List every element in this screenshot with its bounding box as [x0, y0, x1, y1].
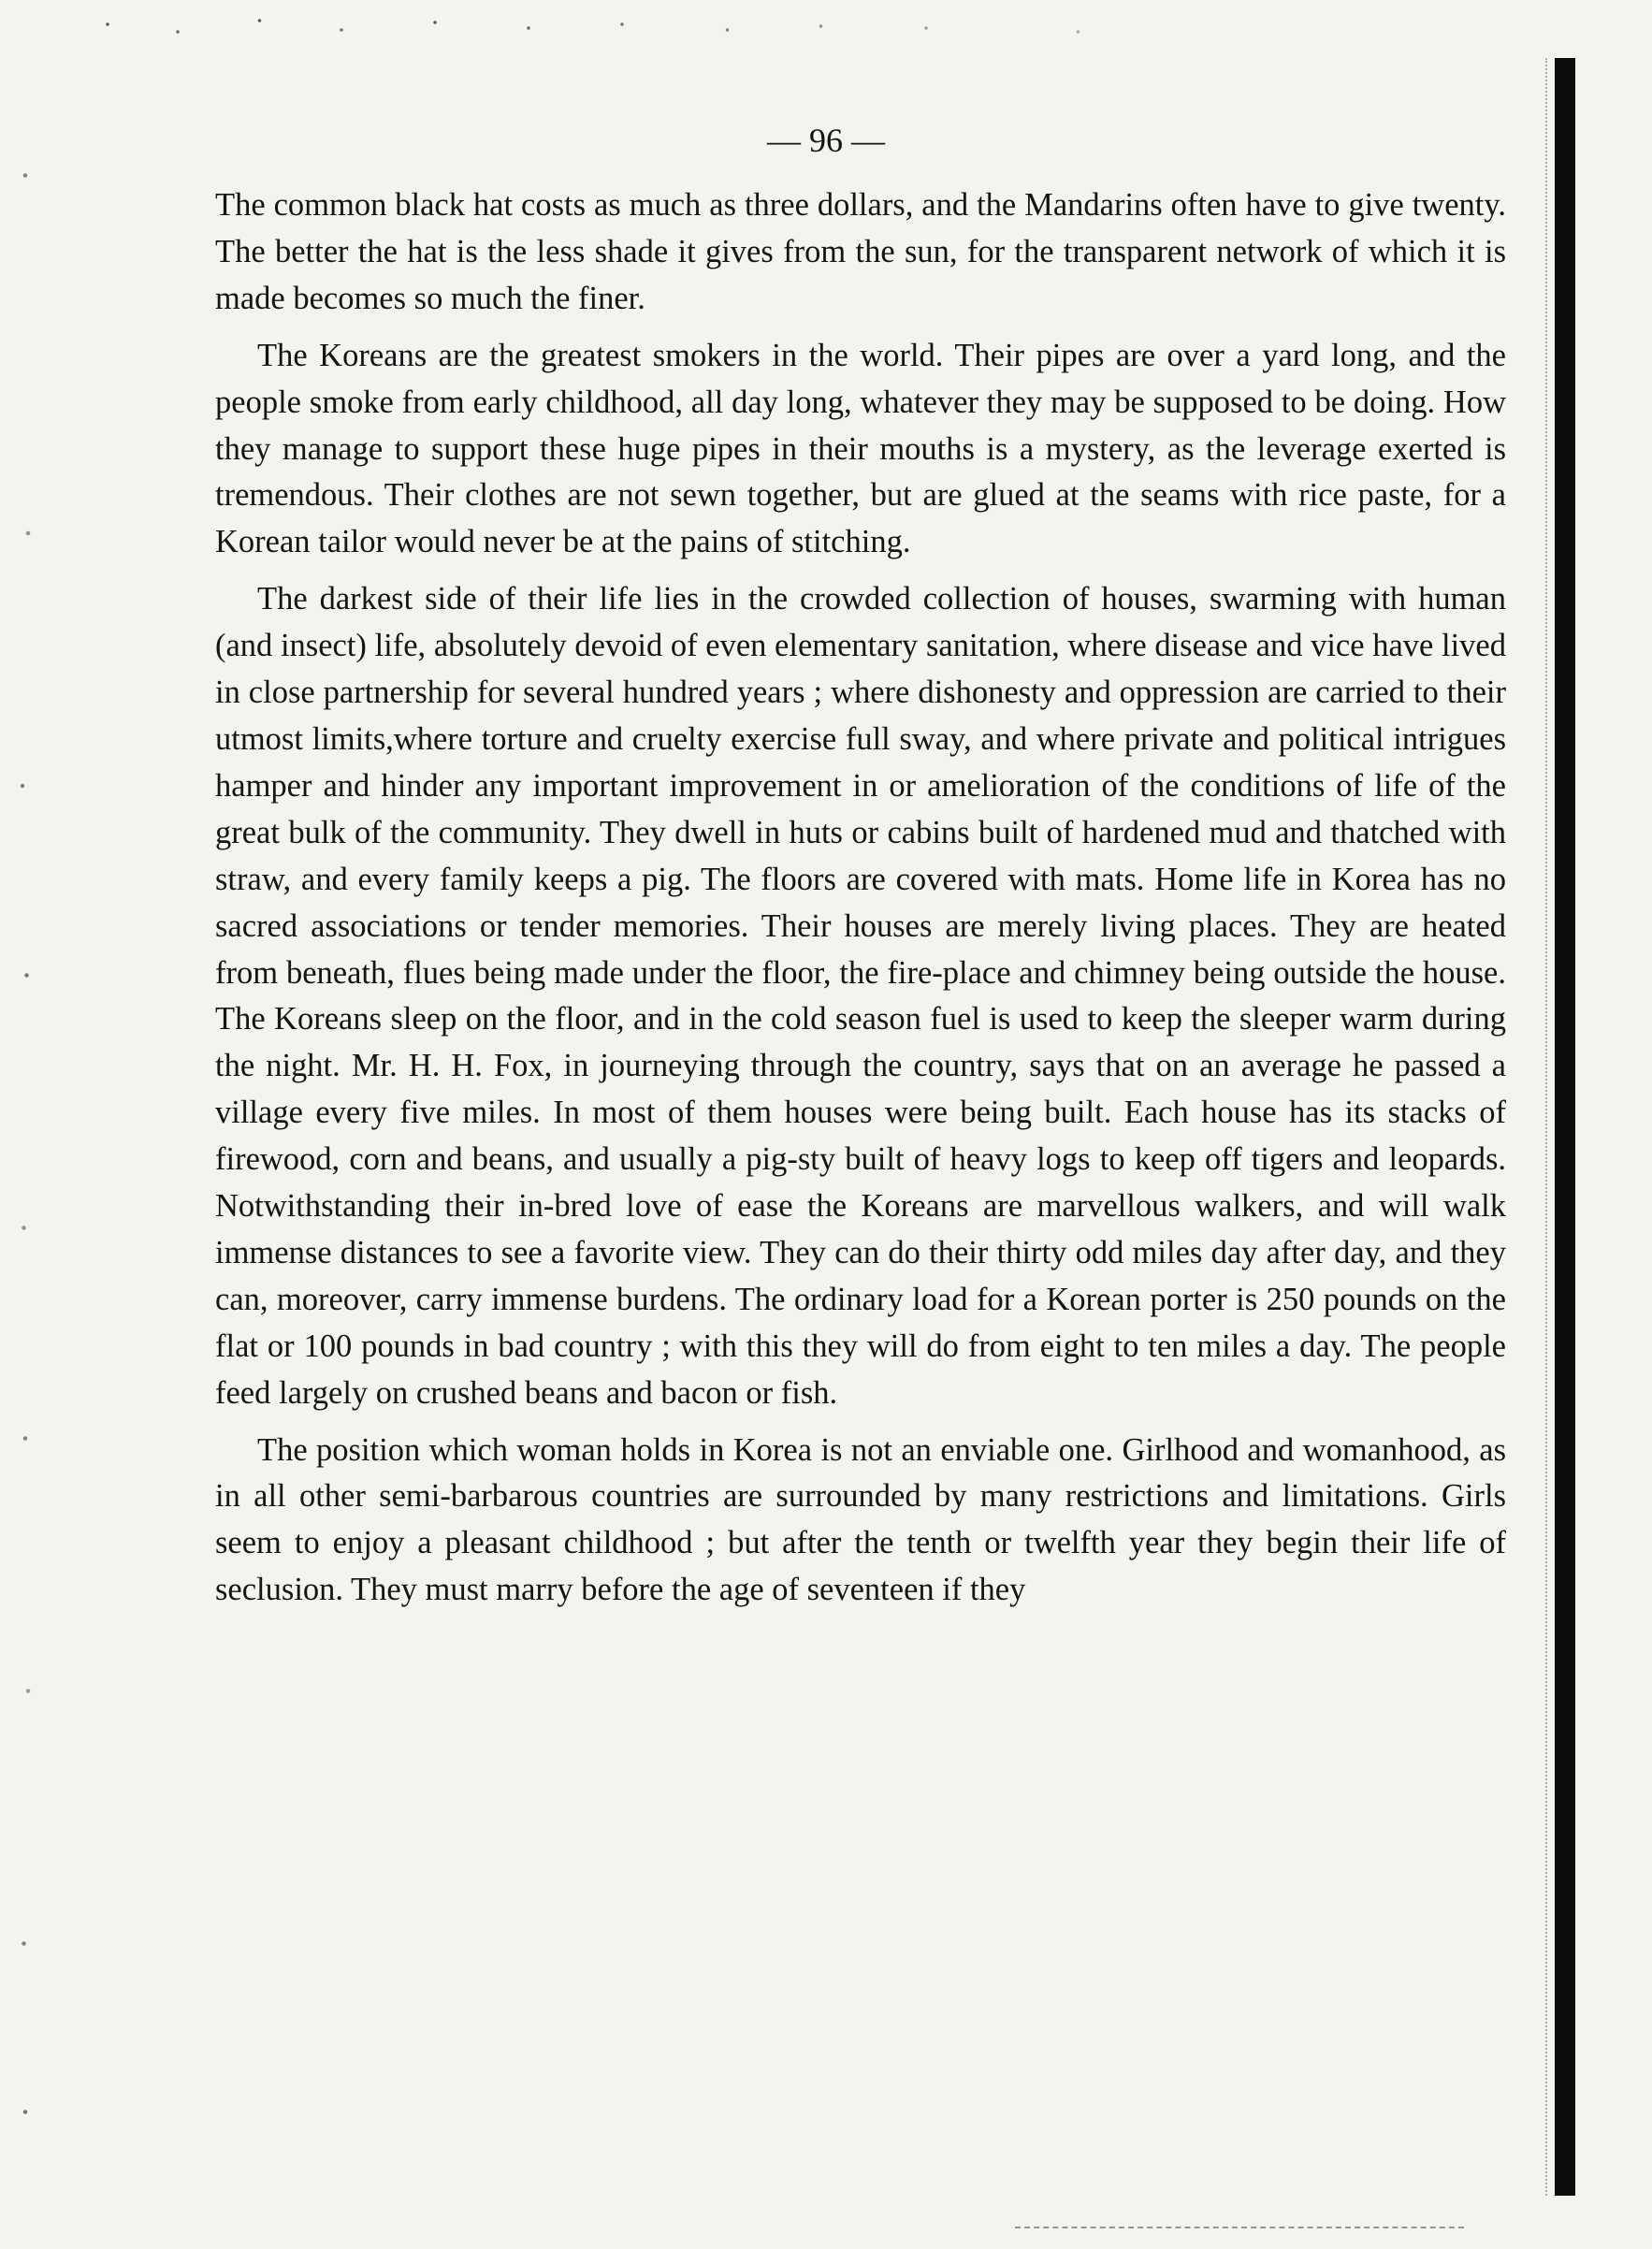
scan-noise-bottom	[1015, 2227, 1464, 2228]
scan-binding-shadow	[1555, 58, 1575, 2196]
paragraph-living-conditions: The darkest side of their life lies in the crowded collection of houses, swarming with human (and insect) life, absolutely devoid of even elementary sanitation, where disease and vice have lived in close partnership for several hundred years ; where dishonesty and oppression are carried to their utmost limits,where torture and cruelty exercise full sway, and where private and political intrigues hamper and hinder any important improvement in or amelioration of the conditions of life of the great bulk of the community. They dwell in huts or cabins built of hardened mud and thatched with straw, and every family keeps a pig. The floors are covered with mats. Home life in Korea has no sacred associations or tender memories. Their houses are merely living places. They are heated from beneath, flues being made under the floor, the fire-place and chimney being outside the house. The Koreans sleep on the floor, and in the cold season fuel is used to keep the sleeper warm during the night. Mr. H. H. Fox, in journeying through the country, says that on an average he passed a village every five miles. In most of them houses were being built. Each house has its stacks of firewood, corn and beans, and usually a pig-sty built of heavy logs to keep off tigers and leopards. Notwithstanding their in-bred love of ease the Koreans are marvellous walkers, and will walk immense distances to see a favorite view. They can do their thirty odd miles day after day, and they can, moreover, carry immense burdens. The ordinary load for a Korean porter is 250 pounds on the flat or 100 pounds in bad country ; with this they will do from eight to ten miles a day. The people feed largely on crushed beans and bacon or fish.	[215, 581, 1506, 1411]
scan-noise-left-margin	[11, 112, 39, 2217]
paragraph-hat-cost: The common black hat costs as much as three dollars, and the Mandarins often have to give twenty. The better the hat is the less shade it gives from the sun, for the transparent network of which it is made becomes so much the finer.	[215, 187, 1506, 316]
paragraph-women-position: The position which woman holds in Korea is not an enviable one. Girlhood and womanhood, as in all other semi-barbarous countries are surrounded by many restrictions and limitations. Girls seem to enjoy a pleasant childhood ; but after the tenth or twelfth year they begin their life of seclusion. They must marry before the age of seventeen if they	[215, 1431, 1506, 1608]
page-number: — 96 —	[767, 122, 885, 159]
body-text	[215, 182, 1506, 1624]
paragraph-smokers: The Koreans are the greatest smokers in the world. Their pipes are over a yard long, and the people smoke from early childhood, all day long, whatever they may be supposed to be doing. How they manage to support these huge pipes in their mouths is a mystery, as the leverage exerted is tremendous. Their clothes are not sewn together, but are glued at the seams with rice paste, for a Korean tailor would never be at the pains of stitching.	[215, 337, 1506, 560]
scan-noise-top	[84, 9, 1253, 47]
